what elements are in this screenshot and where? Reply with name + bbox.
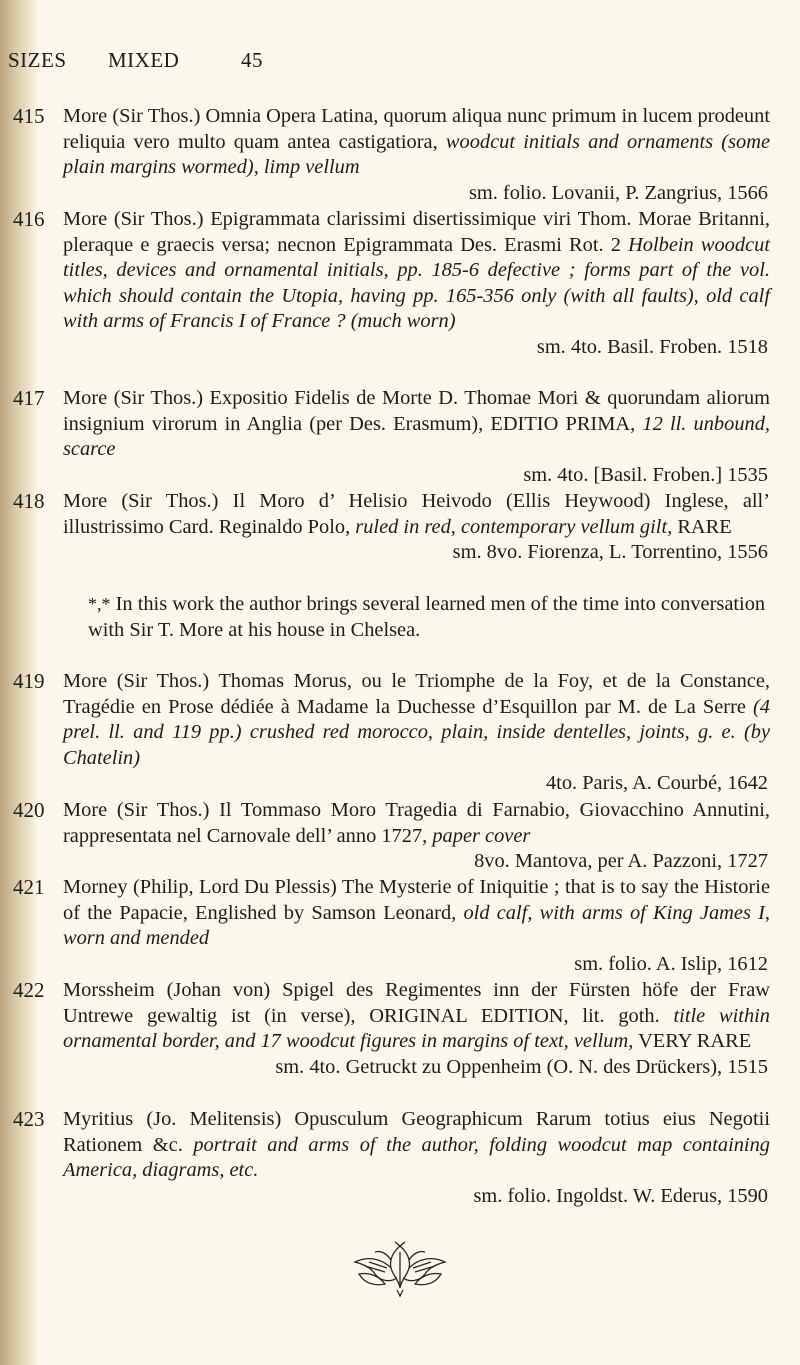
lot-number: 417 bbox=[13, 386, 45, 410]
entry-title: Myritius (Jo. Melitensis) Opusculum Geographicum Rarum totius eius Negotii Rationem &c. bbox=[63, 1108, 770, 1156]
entry-title: More (Sir Thos.) Expositio Fidelis de Morte D. Thomae Mori & quorundam aliorum insignium virorum in Anglia (per Des. Erasmum), EDITIO PRIMA, bbox=[63, 387, 770, 435]
entry-title: More (Sir Thos.) Thomas Morus, ou le Triomphe de la Foy, et de la Constance, Tragédie en Prose dédiée à Madame la Duchesse d’Esquillon par M. de La Serre bbox=[63, 670, 770, 718]
entry-imprint: sm. folio. Ingoldst. W. Ederus, 1590 bbox=[473, 1184, 768, 1207]
entry-description: old calf, with arms of King James I, worn and mended bbox=[63, 901, 770, 949]
lot-number: 418 bbox=[13, 489, 45, 513]
lot-number: 423 bbox=[13, 1107, 45, 1131]
entry-description: Holbein woodcut titles, devices and ornamental initials, pp. 185-6 defective ; forms part of the vol. which should contain the Utopia, having pp. 165-356 only (with all faults), old calf with arms of Francis I of France ? (much worn) bbox=[63, 233, 770, 332]
asterism: *,* bbox=[88, 594, 111, 614]
entry-description: title within ornamental border, and 17 woodcut figures in margins of text, vellum, bbox=[63, 1004, 771, 1052]
entry-imprint: sm. 8vo. Fiorenza, L. Torrentino, 1556 bbox=[452, 541, 768, 563]
catalogue-entry bbox=[13, 669, 770, 797]
catalogue-entry bbox=[13, 104, 770, 206]
lot-number: 419 bbox=[13, 669, 45, 693]
rarity-note: VERY RARE bbox=[633, 1030, 752, 1052]
entry-description: (4 prel. ll. and 119 pp.) crushed red morocco, plain, inside dentelles, joints, g. e. (by Chatelin) bbox=[63, 695, 770, 769]
lot-number: 416 bbox=[13, 207, 45, 231]
header-mixed: MIXED bbox=[108, 48, 180, 72]
lot-number: 421 bbox=[13, 875, 45, 899]
entry-description: ruled in red, contemporary vellum gilt, bbox=[355, 515, 673, 538]
entry-title: Morssheim (Johan von) Spigel des Regimentes inn der Fürsten höfe der Fraw Untrewe gewaltig ist (in verse), ORIGINAL EDITION, lit. goth. bbox=[63, 979, 770, 1027]
editorial-note bbox=[88, 592, 770, 643]
entry-imprint: sm. 4to. Basil. Froben. 1518 bbox=[536, 335, 768, 358]
catalogue-entry bbox=[13, 1107, 770, 1209]
entry-description: portrait and arms of the author, folding woodcut map containing America, diagrams, etc. bbox=[63, 1133, 770, 1181]
note-text: In this work the author brings several learned men of the time into conversation with Sir T. More at his house in Chelsea. bbox=[88, 593, 766, 641]
catalogue-entry bbox=[13, 386, 771, 488]
entry-title: More (Sir Thos.) Il Tommaso Moro Tragedia di Farnabio, Giovacchino Annutini, rappresentata nel Carnovale dell’ anno 1727, bbox=[63, 799, 770, 847]
entry-title: More (Sir Thos.) Omnia Opera Latina, quorum aliqua nunc primum in lucem prodeunt reliquia vero multo quam antea castigatiora, bbox=[63, 105, 770, 153]
printers-floral-ornament-icon bbox=[345, 1238, 455, 1298]
entry-description: 12 ll. unbound, scarce bbox=[63, 412, 771, 460]
catalogue-entry bbox=[13, 489, 770, 566]
entry-imprint: 8vo. Mantova, per A. Pazzoni, 1727 bbox=[474, 850, 768, 872]
entry-imprint: 4to. Paris, A. Courbé, 1642 bbox=[545, 772, 768, 794]
entry-imprint: sm. 4to. [Basil. Froben.] 1535 bbox=[523, 463, 768, 486]
entry-title: Morney (Philip, Lord Du Plessis) The Mysterie of Iniquitie ; that is to say the Historie of the Papacie, Englished by Samson Leonard, bbox=[63, 876, 770, 924]
rarity-note: RARE bbox=[672, 515, 732, 538]
lot-number: 415 bbox=[13, 104, 45, 128]
entry-imprint: sm. folio. Lovanii, P. Zangrius, 1566 bbox=[468, 181, 768, 204]
page-number: 45 bbox=[241, 48, 263, 72]
catalogue-entry bbox=[13, 207, 770, 360]
catalogue-entry bbox=[13, 978, 771, 1080]
entry-title: More (Sir Thos.) Il Moro d’ Helisio Heivodo (Ellis Heywood) Inglese, all’ illustrissimo Card. Reginaldo Polo, bbox=[63, 490, 770, 538]
lot-number: 420 bbox=[13, 798, 45, 822]
entry-description: paper cover bbox=[432, 824, 531, 847]
header-sizes: SIZES bbox=[8, 48, 67, 72]
catalogue-entry bbox=[13, 798, 770, 875]
entry-description: woodcut initials and ornaments (some plain margins wormed), limp vellum bbox=[63, 130, 770, 178]
catalogue-entry bbox=[13, 875, 770, 977]
entry-title: More (Sir Thos.) Epigrammata clarissimi disertissimique viri Thom. Morae Britanni, pleraque e graecis versa; necnon Epigrammata Des. Erasmi Rot. 2 bbox=[63, 208, 770, 256]
entry-imprint: sm. 4to. Getruckt zu Oppenheim (O. N. des Drückers), 1515 bbox=[275, 1055, 768, 1078]
lot-number: 422 bbox=[13, 978, 45, 1002]
entry-imprint: sm. folio. A. Islip, 1612 bbox=[574, 952, 768, 975]
